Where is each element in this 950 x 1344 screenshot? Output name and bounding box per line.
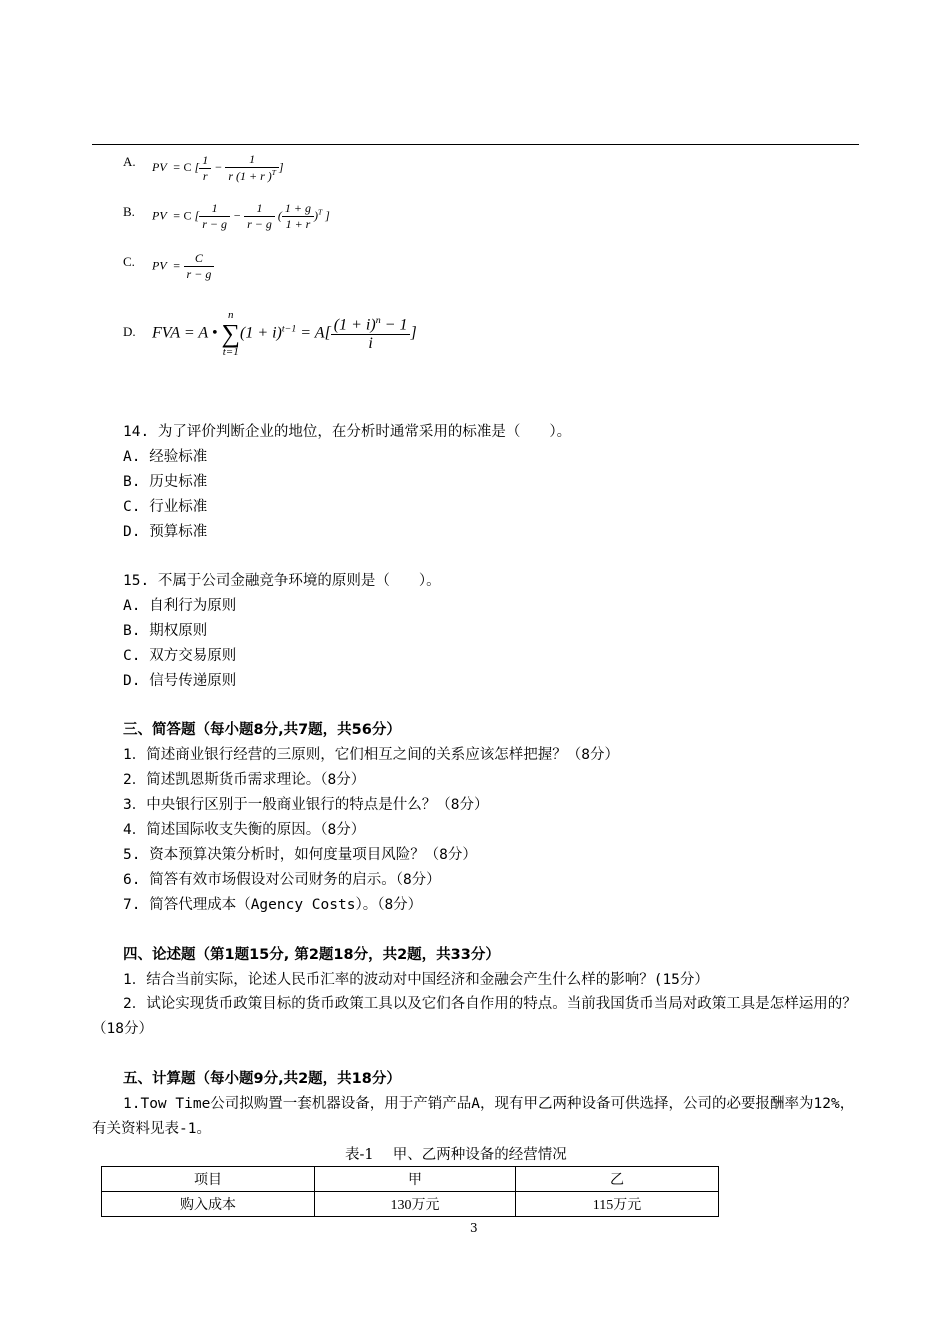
table-row	[102, 1192, 719, 1217]
section3-item-5: 5. 资本预算决策分析时，如何度量项目风险？（8分）	[123, 847, 477, 863]
table-cell: 130万元	[315, 1192, 516, 1217]
section3-title: 三、简答题（每小题8分,共7题，共56分）	[123, 722, 401, 738]
table-header-row	[102, 1167, 719, 1192]
q14-stem: 14. 为了评价判断企业的地位，在分析时通常采用的标准是（ ）。	[123, 424, 572, 440]
q14-option-b: B. 历史标准	[123, 474, 208, 490]
page-number: 3	[470, 1221, 478, 1235]
q15-option-d: D. 信号传递原则	[123, 673, 237, 689]
table-header-cell: 甲	[315, 1167, 516, 1192]
section3-item-6: 6. 简答有效市场假设对公司财务的启示。（8分）	[123, 872, 441, 888]
q15-option-a: A. 自利行为原则	[123, 598, 237, 614]
q15-stem: 15. 不属于公司金融竞争环境的原则是（ ）。	[123, 573, 441, 589]
table-header-cell: 乙	[516, 1167, 719, 1192]
section3-item-2: 2．简述凯恩斯货币需求理论。（8分）	[123, 772, 366, 788]
option-d-label: D.	[123, 324, 136, 339]
table-cell: 购入成本	[102, 1192, 315, 1217]
formula-c: PV = $\frac{C}{r - g}$	[152, 251, 214, 282]
q15-option-b: B. 期权原则	[123, 623, 208, 639]
section3-item-1: 1．简述商业银行经营的三原则，它们相互之间的关系应该怎样把握？（8分）	[123, 747, 619, 763]
section5-title: 五、计算题（每小题9分,共2题，共18分）	[123, 1071, 401, 1087]
q14-option-d: D. 预算标准	[123, 524, 208, 540]
option-a-label: A.	[123, 154, 136, 169]
q15-option-c: C. 双方交易原则	[123, 648, 237, 664]
section5-item-1: 1.Tow Time公司拟购置一套机器设备，用于产销产品A，现有甲乙两种设备可供选择，公司的必要报酬率为12%，有关资料见表-1。	[92, 1096, 855, 1137]
section4-title: 四、论述题（第1题15分, 第2题18分，共2题，共33分）	[123, 947, 500, 963]
option-b-label: B.	[123, 204, 135, 219]
option-c-label: C.	[123, 254, 135, 269]
table-header-cell: 项目	[102, 1167, 315, 1192]
section3-item-7: 7. 简答代理成本（Agency Costs）。（8分）	[123, 897, 423, 913]
formula-d: FVA = A • n ∑ t=1 $(1 + i)^{t-1} = A$[ $\frac{(1 + i)^n - 1}{i}$ ]	[152, 309, 417, 358]
q14-option-c: C. 行业标准	[123, 499, 208, 515]
equipment-table	[101, 1166, 719, 1217]
formula-a: PV = C [ $\frac{1}{r}$ − $\frac{1}{r (1 + r )^T}$ ]	[152, 152, 284, 183]
section3-item-4: 4．简述国际收支失衡的原因。（8分）	[123, 822, 366, 838]
table-caption: 表-1 甲、乙两种设备的经营情况	[345, 1147, 567, 1163]
section4-item-1: 1．结合当前实际，论述人民币汇率的波动对中国经济和金融会产生什么样的影响？(15分）	[123, 972, 709, 988]
section4-item-2: 2．试论实现货币政策目标的货币政策工具以及它们各自作用的特点。当前我国货币当局对政策工具是怎样运用的？（18分）	[92, 996, 857, 1037]
q14-option-a: A. 经验标准	[123, 449, 208, 465]
header-rule	[92, 144, 859, 145]
section3-item-3: 3．中央银行区别于一般商业银行的特点是什么？（8分）	[123, 797, 489, 813]
table-cell: 115万元	[516, 1192, 719, 1217]
formula-b: PV = C [ $\frac{1}{r - g}$ − $\frac{1}{r - g}$ ( $\frac{1 + g}{1 + r}$ )$^T$ ]	[152, 201, 330, 231]
